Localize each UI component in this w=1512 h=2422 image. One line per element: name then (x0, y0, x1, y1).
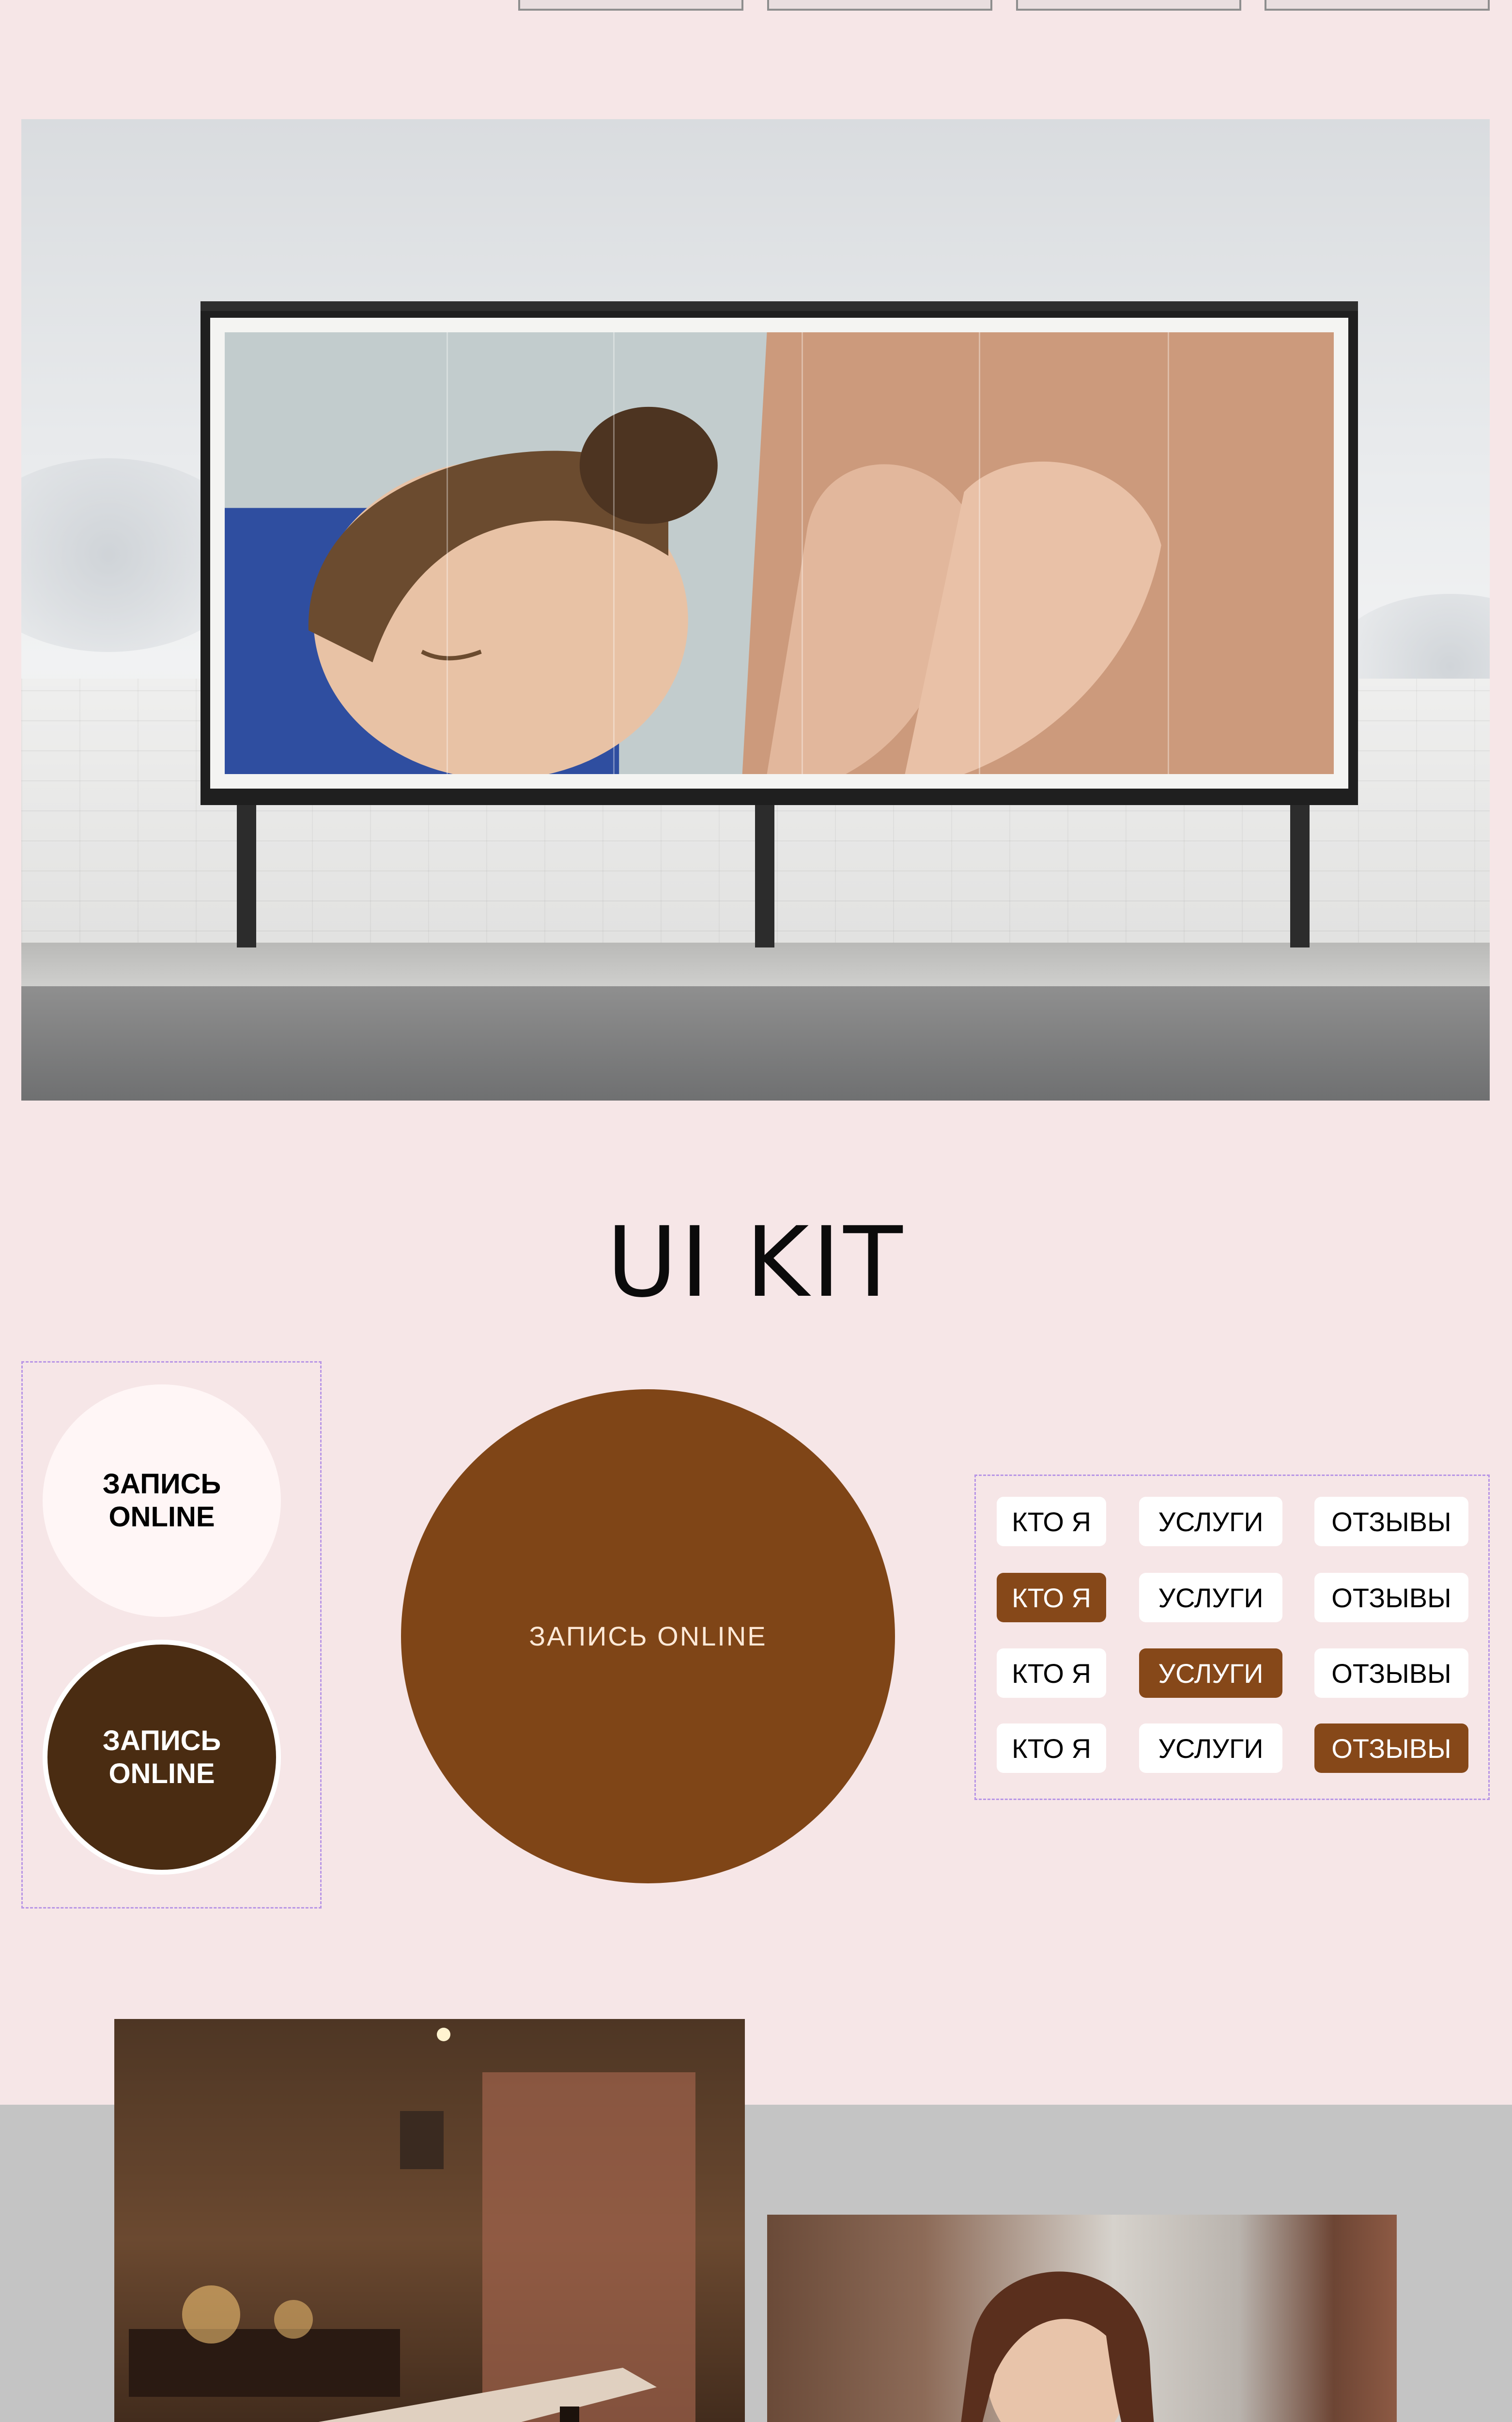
top-button-4[interactable] (1265, 0, 1490, 11)
top-button-2[interactable] (767, 0, 992, 11)
massage-room-photo (114, 2019, 745, 2422)
billboard-frame (201, 301, 1358, 805)
nav-item-who-i-am[interactable]: КТО Я (997, 1648, 1106, 1698)
nav-item-who-i-am-active[interactable]: КТО Я (997, 1573, 1106, 1622)
ui-kit-title: UI KIT (606, 1206, 906, 1319)
nav-item-reviews-active[interactable]: ОТЗЫВЫ (1314, 1723, 1468, 1773)
top-button-3[interactable] (1016, 0, 1241, 11)
book-button-line2: ONLINE (108, 1501, 215, 1533)
billboard-massage-photo (225, 332, 1334, 774)
nav-item-reviews[interactable]: ОТЗЫВЫ (1314, 1648, 1468, 1698)
nav-item-services[interactable]: УСЛУГИ (1139, 1497, 1282, 1546)
nav-item-who-i-am[interactable]: КТО Я (997, 1497, 1106, 1546)
book-button-line1: ЗАПИСЬ (102, 1724, 221, 1756)
book-online-button-dark[interactable] (43, 1640, 281, 1875)
nav-item-services[interactable]: УСЛУГИ (1139, 1723, 1282, 1773)
book-online-button-large[interactable] (401, 1389, 895, 1883)
nav-item-reviews[interactable]: ОТЗЫВЫ (1314, 1497, 1468, 1546)
hero-billboard-image (21, 119, 1490, 1101)
nav-item-reviews[interactable]: ОТЗЫВЫ (1314, 1573, 1468, 1622)
nav-item-services[interactable]: УСЛУГИ (1139, 1573, 1282, 1622)
book-online-button-light[interactable] (43, 1384, 281, 1617)
nav-item-services-active[interactable]: УСЛУГИ (1139, 1648, 1282, 1698)
book-button-line2: ONLINE (108, 1757, 215, 1789)
top-button-1[interactable] (518, 0, 743, 11)
nav-item-who-i-am[interactable]: КТО Я (997, 1723, 1106, 1773)
therapist-portrait-photo (767, 2215, 1397, 2422)
book-button-line1: ЗАПИСЬ (102, 1468, 221, 1500)
book-button-label: ЗАПИСЬ ONLINE (529, 1621, 767, 1651)
